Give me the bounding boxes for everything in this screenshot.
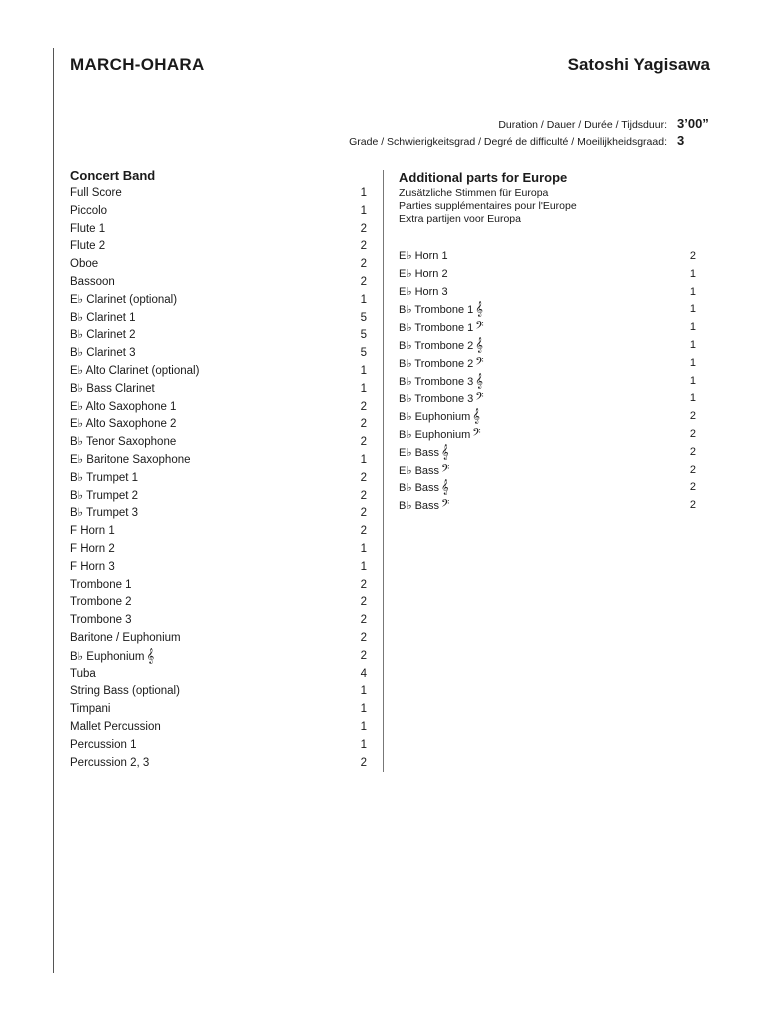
part-row [70,416,367,434]
part-label [70,737,136,755]
concert-band-parts-list [70,185,367,772]
part-row [70,256,367,274]
part-row [70,363,367,381]
part-row [399,266,696,284]
part-name: B♭ Euphonium [399,411,471,424]
part-label [70,755,149,773]
part-label [70,256,98,274]
part-name: B♭ Bass Clarinet [70,382,155,395]
part-name: E♭ Alto Saxophone 1 [70,400,177,413]
part-label [70,203,107,221]
bass-clef-icon: 𝄢 [475,320,484,336]
grade-label: Grade / Schwierigkeitsgrad / Degré de difficulté / Moeilijkheidsgraad: [349,136,667,148]
part-name: E♭ Bass [399,446,440,459]
part-row [70,577,367,595]
part-name: F Horn 1 [70,525,115,538]
part-name: E♭ Alto Saxophone 2 [70,418,177,431]
part-name: E♭ Alto Clarinet (optional) [70,364,200,377]
part-label [399,444,449,462]
part-row [70,203,367,221]
part-row [70,274,367,292]
part-label [70,648,154,666]
part-label [70,683,180,701]
part-quantity: 2 [360,578,367,591]
part-name: Trombone 3 [70,614,132,627]
part-label [399,373,483,391]
part-quantity: 5 [360,347,367,360]
part-quantity: 2 [689,481,696,494]
part-quantity: 2 [360,258,367,271]
part-quantity: 5 [360,311,367,324]
part-name: Flute 1 [70,222,106,235]
part-quantity: 2 [689,463,696,476]
part-row [70,719,367,737]
part-row [70,648,367,666]
part-label [70,666,96,684]
part-name: Baritone / Euphonium [70,631,181,644]
treble-clef-icon: 𝄞 [475,373,483,389]
part-label [399,355,484,373]
part-name: E♭ Clarinet (optional) [70,293,178,306]
part-name: B♭ Bass [399,500,440,513]
part-name: F Horn 3 [70,560,115,573]
part-quantity: 2 [360,507,367,520]
part-label [70,470,138,488]
part-name: E♭ Baritone Saxophone [70,453,191,466]
part-row [70,612,367,630]
part-label [399,408,480,426]
part-row [70,541,367,559]
part-quantity: 1 [689,392,696,405]
part-quantity: 2 [360,222,367,235]
part-name: B♭ Trombone 1 [399,304,474,317]
part-quantity: 2 [689,427,696,440]
part-row [399,337,696,355]
part-label [70,381,155,399]
part-label [70,701,110,719]
bass-clef-icon: 𝄢 [472,426,481,442]
treble-clef-icon: 𝄞 [441,444,449,460]
part-row [399,497,696,515]
part-row [399,390,696,408]
part-quantity: 1 [360,685,367,698]
duration-label: Duration / Dauer / Durée / Tijdsduur: [498,119,667,131]
part-quantity: 1 [360,542,367,555]
part-row [70,630,367,648]
part-quantity: 4 [360,667,367,680]
part-quantity: 1 [360,738,367,751]
part-name: B♭ Trombone 3 [399,393,474,406]
part-label [70,310,136,328]
part-name: Full Score [70,187,122,199]
part-row [70,327,367,345]
part-quantity: 1 [360,204,367,217]
part-label [70,612,132,630]
part-quantity: 2 [360,614,367,627]
part-row [70,701,367,719]
part-row [399,284,696,302]
bass-clef-icon: 𝄢 [475,391,484,407]
part-row [399,426,696,444]
concert-band-section [70,168,367,772]
part-name: B♭ Trumpet 3 [70,507,139,520]
part-label [70,221,105,239]
part-row [70,434,367,452]
part-name: B♭ Trumpet 1 [70,471,139,484]
part-name: B♭ Clarinet 3 [70,347,136,360]
part-name: Bassoon [70,275,115,288]
part-quantity: 1 [689,374,696,387]
part-row [399,319,696,337]
part-name: Mallet Percussion [70,720,161,733]
duration-value: 3’00” [677,116,709,131]
part-quantity: 1 [360,703,367,716]
part-label [399,284,448,302]
part-quantity: 2 [689,250,696,262]
duration-line [498,116,710,131]
bass-clef-icon: 𝄢 [441,462,450,478]
part-row [70,594,367,612]
part-name: Flute 2 [70,240,106,253]
part-quantity: 2 [689,445,696,458]
part-quantity: 2 [360,649,367,662]
part-name: Trombone 1 [70,578,132,591]
part-quantity: 2 [360,525,367,538]
part-quantity: 1 [360,382,367,395]
part-quantity: 2 [360,631,367,644]
part-quantity: 1 [689,356,696,369]
part-label [70,630,181,648]
treble-clef-icon: 𝄞 [475,302,483,318]
part-label [399,390,484,408]
part-quantity: 1 [360,720,367,733]
part-name: B♭ Euphonium [399,428,471,441]
part-name: String Bass (optional) [70,685,180,698]
part-label [399,266,448,284]
europe-parts-section [399,170,696,515]
part-label [70,345,136,363]
part-quantity: 1 [360,293,367,306]
part-label [70,363,199,381]
part-row [70,399,367,417]
part-row [70,238,367,256]
part-label [70,577,132,595]
part-quantity: 1 [360,560,367,573]
bass-clef-icon: 𝄢 [475,355,484,371]
part-name: B♭ Clarinet 1 [70,311,136,324]
part-label [399,319,484,337]
part-label [399,462,449,480]
column-divider [383,170,384,772]
part-row [399,373,696,391]
part-name: B♭ Trombone 1 [399,322,474,335]
part-quantity: 1 [360,453,367,466]
part-label [70,238,105,256]
part-label [399,479,449,497]
part-row [399,355,696,373]
part-row [70,523,367,541]
part-label [399,301,483,319]
part-quantity: 2 [689,499,696,512]
europe-subtitle-fr: Parties supplémentaires pour l'Europe [399,200,577,212]
part-row [70,292,367,310]
part-name: B♭ Trombone 2 [399,357,474,370]
part-label [70,505,138,523]
part-name: B♭ Bass [399,482,440,495]
grade-value: 3 [677,133,685,148]
part-row [399,301,696,319]
part-label [70,719,161,737]
europe-subtitle-nl: Extra partijen voor Europa [399,213,521,225]
part-label [70,523,115,541]
part-name: B♭ Trumpet 2 [70,489,139,502]
part-label [70,292,177,310]
part-quantity: 1 [689,321,696,334]
part-quantity: 2 [360,756,367,769]
composer-name: Satoshi Yagisawa [567,55,710,74]
part-label [70,452,191,470]
part-name: Timpani [70,703,111,716]
treble-clef-icon: 𝄞 [475,337,483,353]
part-quantity: 2 [689,410,696,423]
part-label [399,426,481,444]
part-name: Trombone 2 [70,596,132,609]
part-row [70,488,367,506]
bass-clef-icon: 𝄢 [441,498,450,514]
part-row [70,221,367,239]
part-quantity: 2 [360,489,367,502]
part-quantity: 2 [360,471,367,484]
part-name: Oboe [70,258,99,271]
part-quantity: 5 [360,329,367,342]
part-label [399,337,483,355]
part-quantity: 1 [360,187,367,199]
part-row [399,462,696,480]
part-label [70,559,115,577]
part-row [399,444,696,462]
part-name: B♭ Euphonium [70,650,145,663]
europe-subtitle-de: Zusätzliche Stimmen für Europa [399,187,549,199]
grade-line [349,133,710,148]
part-label [70,541,115,559]
part-row [70,345,367,363]
part-quantity: 2 [360,436,367,449]
part-label [399,248,448,266]
part-quantity: 1 [360,364,367,377]
europe-title: Additional parts for Europe [399,170,568,185]
left-margin-rule [53,48,54,973]
part-label [70,274,115,292]
part-quantity: 2 [360,275,367,288]
part-name: Percussion 1 [70,738,137,751]
part-quantity: 1 [689,338,696,351]
part-row [70,185,367,203]
part-name: Piccolo [70,204,108,217]
part-quantity: 2 [360,596,367,609]
part-quantity: 1 [689,285,696,298]
part-quantity: 2 [360,240,367,253]
part-row [70,559,367,577]
part-label [70,399,176,417]
part-name: E♭ Bass [399,464,440,477]
part-label [70,416,176,434]
treble-clef-icon: 𝄞 [441,480,449,496]
piece-title: MARCH-OHARA [70,55,205,74]
part-row [70,505,367,523]
part-name: B♭ Tenor Saxophone [70,436,177,449]
part-row [399,408,696,426]
part-quantity: 1 [689,267,696,280]
part-row [70,452,367,470]
part-label [70,185,122,203]
part-quantity: 2 [360,400,367,413]
part-row [70,666,367,684]
part-row [70,381,367,399]
part-label [70,327,136,345]
part-quantity: 1 [689,303,696,316]
part-name: E♭ Horn 2 [399,267,448,280]
part-row [399,479,696,497]
part-name: B♭ Clarinet 2 [70,329,136,342]
treble-clef-icon: 𝄞 [472,409,480,425]
part-name: E♭ Horn 3 [399,285,448,298]
part-row [399,248,696,266]
europe-parts-list [399,248,696,515]
part-name: Tuba [70,667,96,680]
part-row [70,310,367,328]
concert-band-title: Concert Band [70,168,156,183]
part-name: B♭ Trombone 3 [399,375,474,388]
part-label [70,594,132,612]
part-label [70,488,138,506]
part-label [70,434,176,452]
part-row [70,755,367,773]
part-label [399,497,449,515]
treble-clef-icon: 𝄞 [146,648,155,664]
part-quantity: 2 [360,418,367,431]
part-name: F Horn 2 [70,542,115,555]
part-row [70,470,367,488]
part-name: B♭ Trombone 2 [399,339,474,352]
part-name: Percussion 2, 3 [70,756,150,769]
part-row [70,683,367,701]
part-name: E♭ Horn 1 [399,250,448,262]
part-row [70,737,367,755]
